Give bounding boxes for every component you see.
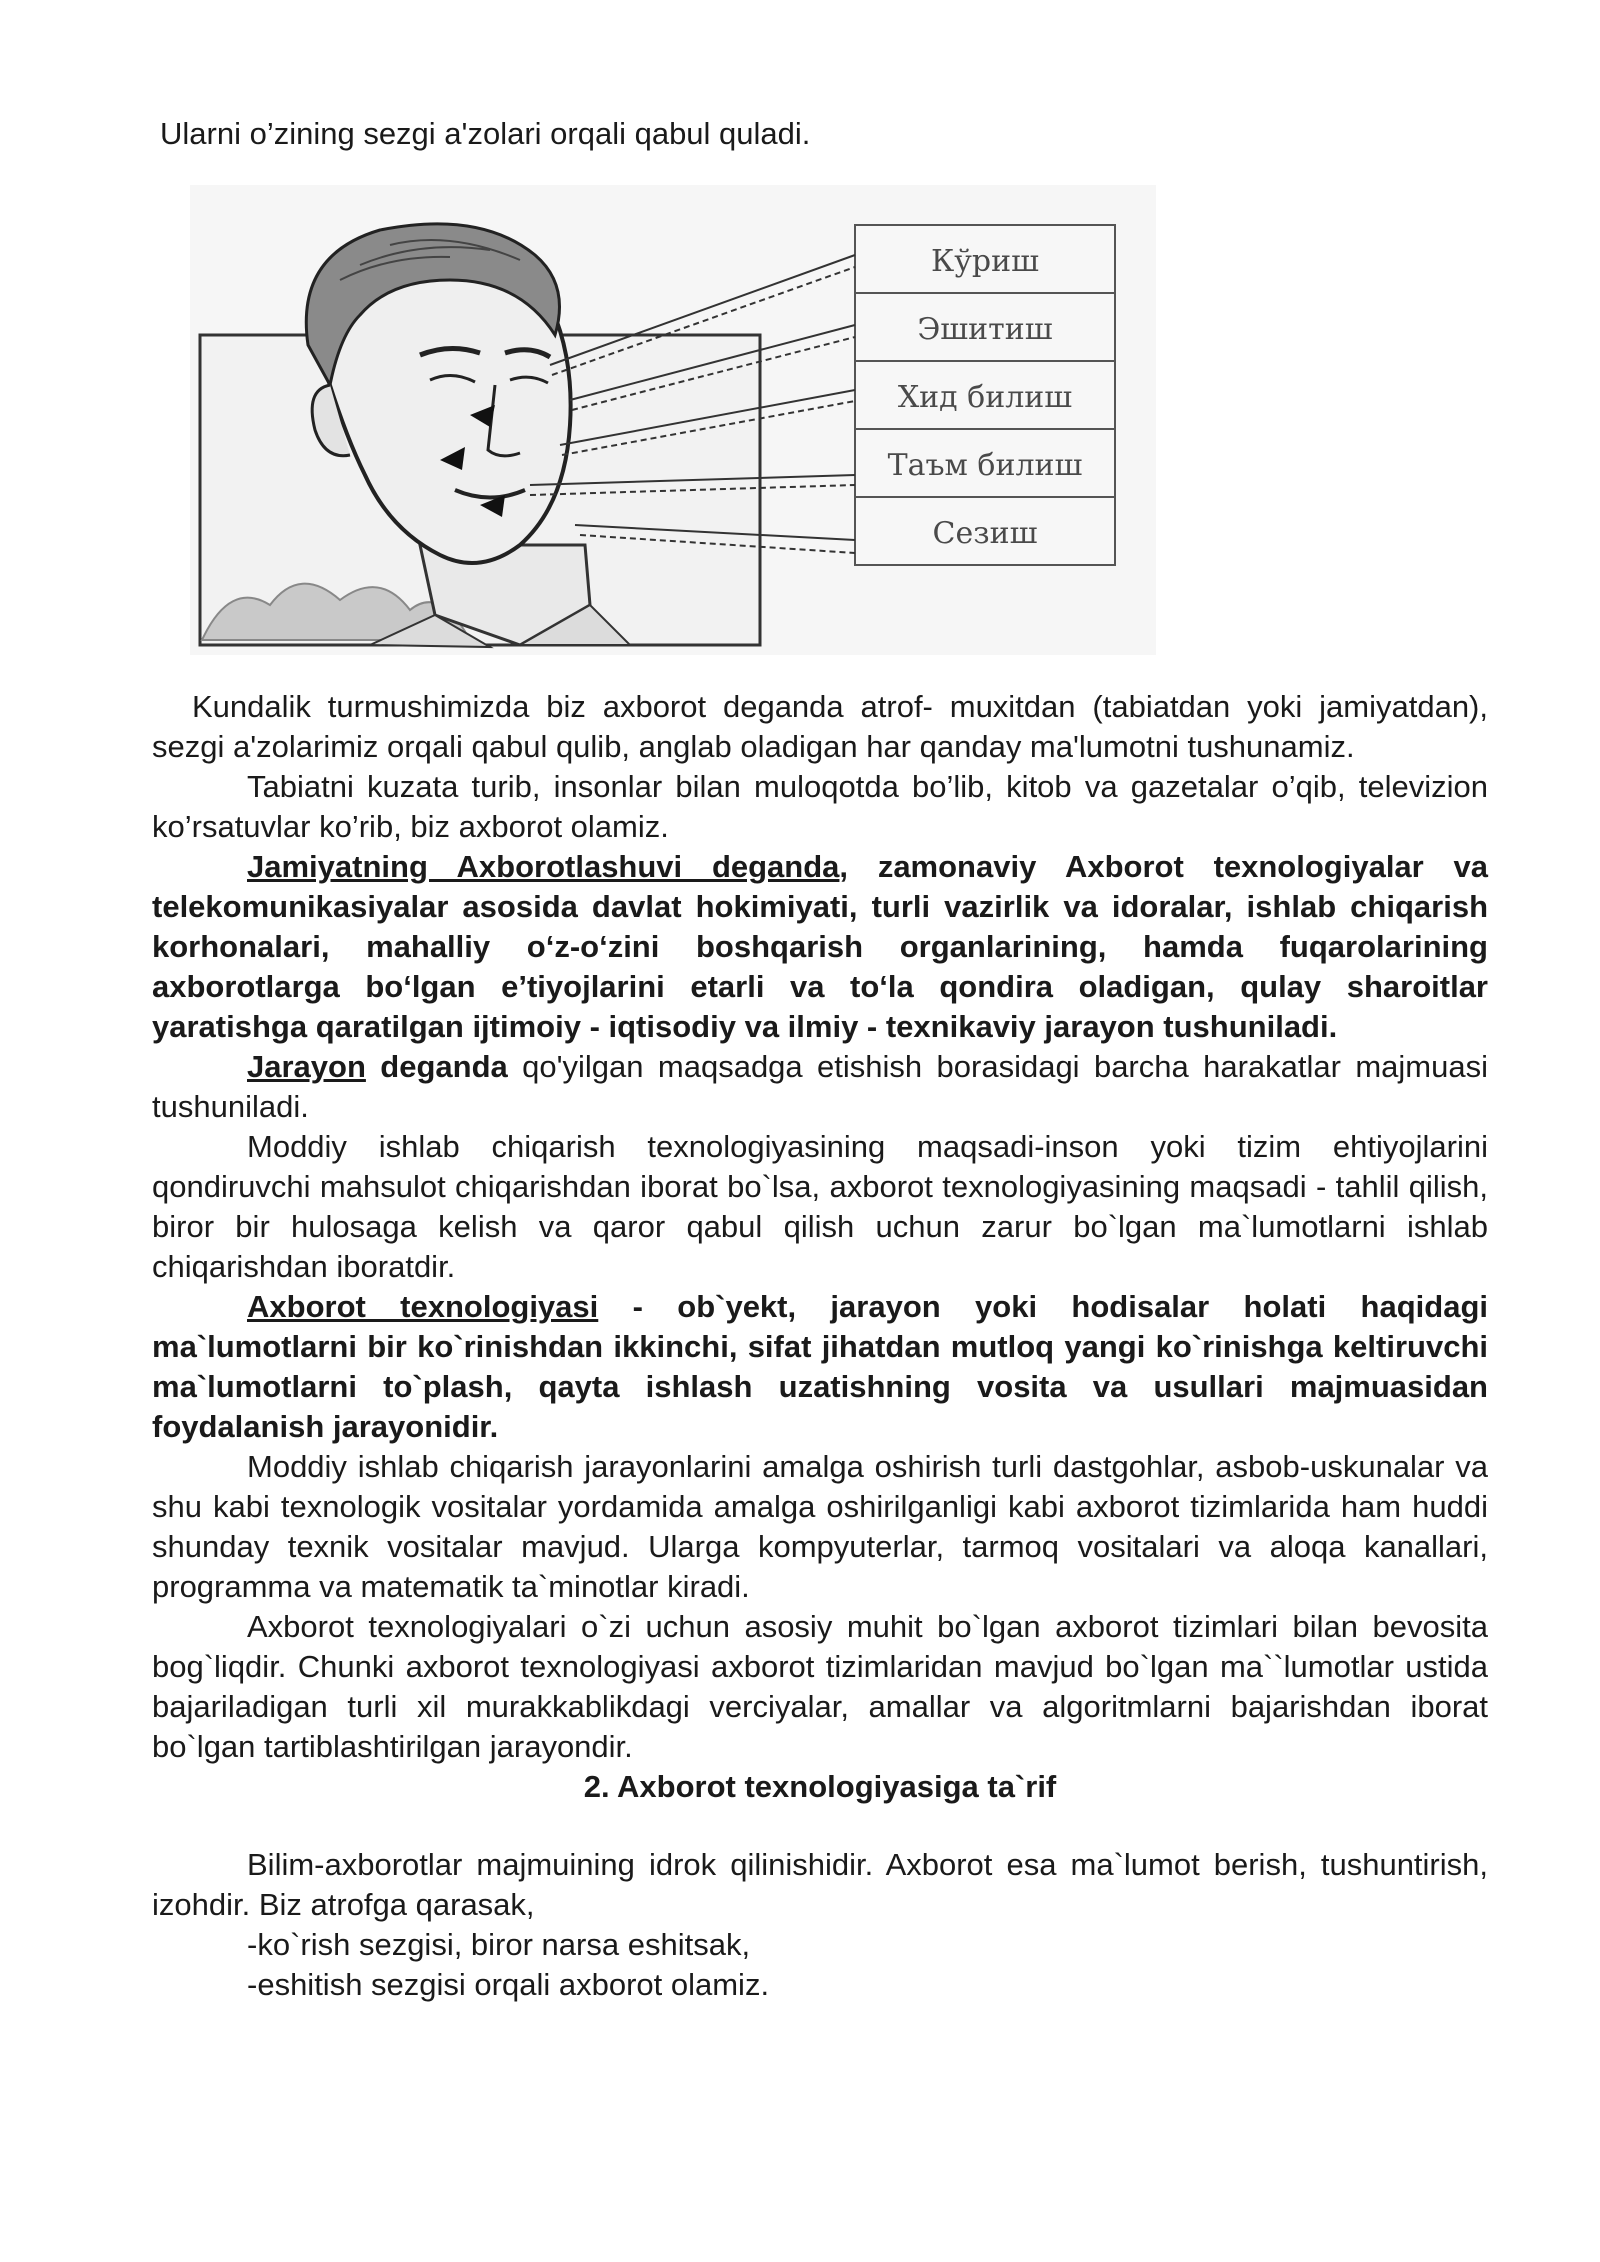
list-item-1: -ko`rish sezgisi, biror narsa eshitsak, xyxy=(247,1927,751,1962)
paragraph-8: Axborot texnologiyalari o`zi uchun asosiy muhit bo`lgan axborot tizimlari bilan bevosita bog`liqdir. Chunki axborot texnologiyasi axborot tizimlaridan mavjud bo`lgan ma``lumotlar ustida bajariladigan turli xil murakkablikdagi verciyalar, amallar va algoritmlarni bajarishdan iborat bo`lgan tartiblashtirilgan jarayondir. xyxy=(152,1609,1488,1764)
paragraph-3-text: , zamonaviy Axborot texnologiyalar va telekomunikasiyalar asosida davlat hokimiyati, turli vazirlik va idoralar, ishlab chiqarish korhonalari, mahalliy o‘z-o‘zini boshqarish organlarining, hamda fuqarolarining axborotlarga bo‘lgan e’tiyojlarini etarli va to‘la qondira oladigan, qulay sharoitlar yaratishga qaratilgan ijtimoiy - iqtisodiy va ilmiy - texnikaviy jarayon tushuniladi. xyxy=(152,849,1489,1044)
term-deganda: deganda xyxy=(365,1049,508,1084)
senses-illustration xyxy=(190,185,1156,655)
spacer xyxy=(152,1807,1488,1845)
paragraph-6 xyxy=(152,1287,1488,1447)
paragraph-2: Tabiatni kuzata turib, insonlar bilan muloqotda bo’lib, kitob va gazetalar o’qib, televizion ko’rsatuvlar ko’rib, biz axborot olamiz. xyxy=(152,769,1488,844)
term-jarayon: Jarayon xyxy=(247,1049,366,1084)
body-text xyxy=(152,687,1488,2005)
paragraph-4 xyxy=(152,1047,1488,1127)
paragraph-3 xyxy=(152,847,1488,1047)
term-jamiyatning-axborotlashuvi: Jamiyatning Axborotlashuvi deganda xyxy=(247,849,840,884)
sense-label-smell: Хид билиш xyxy=(897,380,1073,415)
term-axborot-texnologiyasi: Axborot texnologiyasi xyxy=(247,1289,599,1324)
paragraph-5: Moddiy ishlab chiqarish texnologiyasining maqsadi-inson yoki tizim ehtiyojlarini qondiruvchi mahsulot chiqarishdan iborat bo`lsa, axborot texnologiyasining maqsadi - tahlil qilish, biror bir hulosaga kelish va qaror qabul qilish uchun zarur bo`lgan ma`lumotlarni ishlab chiqarishdan iboratdir. xyxy=(152,1129,1488,1284)
sense-label-hearing: Эшитиш xyxy=(917,312,1053,347)
paragraph-9: Bilim-axborotlar majmuining idrok qilinishidir. Axborot esa ma`lumot berish, tushuntirish, izohdir. Biz atrofga qarasak, xyxy=(152,1847,1488,1922)
section-heading: 2. Axborot texnologiyasiga ta`rif xyxy=(583,1769,1057,1804)
intro-line: Ularni o’zining sezgi a'zolari orqali qabul quladi. xyxy=(160,116,811,151)
paragraph-6-text: - ob`yekt, jarayon yoki hodisalar holati haqidagi ma`lumotlarni bir ko`rinishdan ikkinchi, sifat jihatdan mutloq yangi ko`rinishga keltiruvchi ma`lumotlarni to`plash, qayta ishlash uzatishning vosita va usullari majmuasidan foydalanish jarayonidir. xyxy=(152,1289,1488,1444)
paragraph-7: Moddiy ishlab chiqarish jarayonlarini amalga oshirish turli dastgohlar, asbob-uskunalar va shu kabi texnologik vositalar yordamida amalga oshirilganligi kabi axborot tizimlarida ham huddi shunday texnik vositalar mavjud. Ularga kompyuterlar, tarmoq vositalari va aloqa kanallari, programma va matematik ta`minotlar kiradi. xyxy=(152,1449,1488,1604)
sense-label-taste: Таъм билиш xyxy=(887,448,1083,483)
list-item-2: -eshitish sezgisi orqali axborot olamiz. xyxy=(247,1967,770,2002)
senses-figure xyxy=(190,185,1156,655)
sense-label-touch: Сезиш xyxy=(932,516,1038,551)
paragraph-4-text: qo'yilgan maqsadga etishish borasidagi barcha harakatlar majmuasi tushuniladi. xyxy=(152,1049,1488,1124)
paragraph-1: Kundalik turmushimizda biz axborot deganda atrof- muxitdan (tabiatdan yoki jamiyatdan), sezgi a'zolarimiz orqali qabul qulib, anglab oladigan har qanday ma'lumotni tushunamiz. xyxy=(152,689,1488,764)
sense-label-sight: Кўриш xyxy=(931,244,1039,279)
